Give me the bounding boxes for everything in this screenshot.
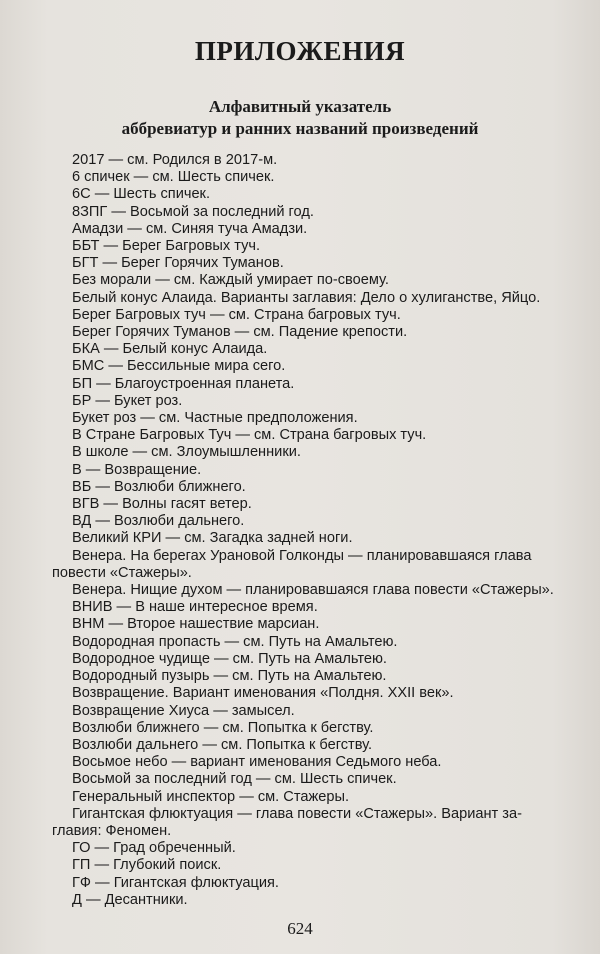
index-entry bbox=[52, 238, 562, 255]
index-entry-text: Возвращение Хиуса — замысел. bbox=[72, 702, 295, 719]
index-entry-text: Гигантская флюктуация — глава повести «Стажеры». Вариант за- bbox=[72, 805, 522, 822]
index-entry-text: 8ЗПГ — Восьмой за последний год. bbox=[72, 203, 314, 220]
index-entry-text: ГП — Глубокий поиск. bbox=[72, 857, 222, 874]
index-subheading bbox=[0, 96, 600, 140]
index-entry bbox=[52, 771, 562, 788]
index-entry bbox=[52, 651, 562, 668]
index-entry-continuation: повести «Стажеры». bbox=[52, 564, 192, 581]
index-entry bbox=[52, 840, 562, 857]
index-entry bbox=[52, 358, 562, 375]
index-entry-text: Без морали — см. Каждый умирает по-своему. bbox=[72, 272, 389, 289]
index-entry-text: БП — Благоустроенная планета. bbox=[72, 375, 295, 392]
index-entry-text: ВГВ — Волны гасят ветер. bbox=[72, 496, 252, 513]
index-entry bbox=[52, 496, 562, 513]
index-entry bbox=[52, 169, 562, 186]
index-entry bbox=[52, 616, 562, 633]
index-entry-text: Восьмое небо — вариант именования Седьмого неба. bbox=[72, 754, 442, 771]
index-entry bbox=[52, 479, 562, 496]
index-entry-text: ВНИВ — В наше интересное время. bbox=[72, 599, 318, 616]
index-entry-text: ВБ — Возлюби ближнего. bbox=[72, 478, 246, 495]
index-entry bbox=[52, 634, 562, 651]
index-entry-text: БКА — Белый конус Алаида. bbox=[72, 341, 268, 358]
index-entry bbox=[52, 444, 562, 461]
index-entry bbox=[52, 806, 562, 840]
index-entry bbox=[52, 410, 562, 427]
index-entry-text: 2017 — см. Родился в 2017-м. bbox=[72, 152, 278, 168]
index-entry-text: Возлюби дальнего — см. Попытка к бегству. bbox=[72, 736, 373, 753]
index-entry bbox=[52, 857, 562, 874]
index-entry bbox=[52, 376, 562, 393]
index-entry-text: ББТ — Берег Багровых туч. bbox=[72, 238, 261, 255]
subheading-line-1: Алфавитный указатель bbox=[208, 97, 392, 116]
subheading-line-2: аббревиатур и ранних названий произведений bbox=[121, 119, 479, 138]
index-entry bbox=[52, 513, 562, 530]
index-entry-text: Водородное чудище — см. Путь на Амальтею. bbox=[72, 650, 387, 667]
index-entry-text: ВД — Возлюби дальнего. bbox=[72, 513, 245, 530]
index-entry bbox=[52, 582, 562, 599]
index-entry bbox=[52, 599, 562, 616]
index-entry bbox=[52, 875, 562, 892]
index-entry-text: 6С — Шесть спичек. bbox=[72, 186, 210, 203]
index-entry-continuation: главия: Феномен. bbox=[52, 822, 172, 839]
index-entry-text: БГТ — Берег Горячих Туманов. bbox=[72, 255, 284, 272]
index-entry bbox=[52, 221, 562, 238]
index-entry bbox=[52, 186, 562, 203]
index-entry-text: ГФ — Гигантская флюктуация. bbox=[72, 874, 279, 891]
index-entry bbox=[52, 754, 562, 771]
index-entry-text: Берег Горячих Туманов — см. Падение крепости. bbox=[72, 324, 408, 341]
index-entry-text: Великий КРИ — см. Загадка задней ноги. bbox=[72, 530, 353, 547]
index-entry-text: Водородный пузырь — см. Путь на Амальтею. bbox=[72, 668, 387, 685]
page-number: 624 bbox=[287, 919, 313, 938]
index-entry-text: В Стране Багровых Туч — см. Страна багровых туч. bbox=[72, 427, 427, 444]
index-entry-text: Венера. На берегах Урановой Голконды — планировавшаяся глава bbox=[72, 547, 532, 564]
index-entry bbox=[52, 548, 562, 582]
index-entry bbox=[52, 307, 562, 324]
index-entry bbox=[52, 720, 562, 737]
index-entry-text: Возлюби ближнего — см. Попытка к бегству. bbox=[72, 719, 374, 736]
index-entry bbox=[52, 255, 562, 272]
index-entry-text: Белый конус Алаида. Варианты заглавия: Дело о хулиганстве, Яйцо. bbox=[72, 289, 541, 306]
index-entry bbox=[52, 152, 562, 169]
index-entry-text: Букет роз — см. Частные предположения. bbox=[72, 410, 358, 427]
index-entry-text: 6 спичек — см. Шесть спичек. bbox=[72, 169, 275, 186]
index-entry bbox=[52, 703, 562, 720]
index-entry bbox=[52, 393, 562, 410]
index-entry-text: В — Возвращение. bbox=[72, 461, 202, 478]
index-entry bbox=[52, 462, 562, 479]
index-entry bbox=[52, 892, 562, 909]
index-entry-text: Венера. Нищие духом — планировавшаяся глава повести «Стажеры». bbox=[72, 582, 554, 599]
index-entry-text: ВНМ — Второе нашествие марсиан. bbox=[72, 616, 320, 633]
index-entry bbox=[52, 685, 562, 702]
index-entry bbox=[52, 204, 562, 221]
index-entry-text: Берег Багровых туч — см. Страна багровых туч. bbox=[72, 306, 401, 323]
index-entry-text: Д — Десантники. bbox=[72, 891, 188, 908]
index-entry bbox=[52, 668, 562, 685]
index-entry-text: Восьмой за последний год — см. Шесть спичек. bbox=[72, 771, 397, 788]
index-entry bbox=[52, 324, 562, 341]
index-entry-text: Генеральный инспектор — см. Стажеры. bbox=[72, 788, 350, 805]
index-entry bbox=[52, 272, 562, 289]
index-entry-text: БР — Букет роз. bbox=[72, 392, 183, 409]
index-entry-text: Амадзи — см. Синяя туча Амадзи. bbox=[72, 220, 308, 237]
index-entry bbox=[52, 789, 562, 806]
index-entry-text: В школе — см. Злоумышленники. bbox=[72, 444, 301, 461]
index-entry-text: Водородная пропасть — см. Путь на Амальтею. bbox=[72, 633, 398, 650]
index-entry-text: ГО — Град обреченный. bbox=[72, 840, 236, 857]
index-entry-text: Возвращение. Вариант именования «Полдня. XXII век». bbox=[72, 685, 454, 702]
index-entry bbox=[52, 427, 562, 444]
index-entry bbox=[52, 530, 562, 547]
abbreviation-index-list bbox=[52, 152, 562, 909]
index-entry bbox=[52, 341, 562, 358]
index-entry-text: БМС — Бессильные мира сего. bbox=[72, 358, 286, 375]
index-entry bbox=[52, 290, 562, 307]
index-entry bbox=[52, 737, 562, 754]
page-heading: ПРИЛОЖЕНИЯ bbox=[194, 36, 406, 66]
